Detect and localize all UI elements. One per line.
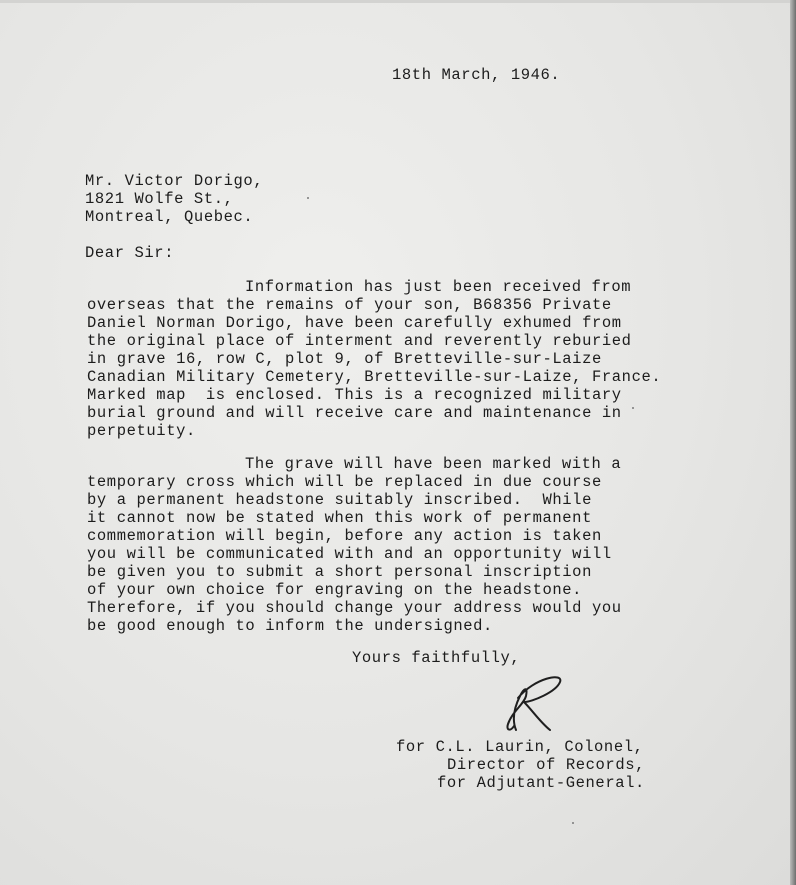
paragraph2-line: Therefore, if you should change your address would you — [87, 599, 622, 617]
paragraph2-line: you will be communicated with and an opportunity will — [87, 545, 612, 563]
recipient-city: Montreal, Quebec. — [85, 208, 254, 226]
paper-speck — [307, 197, 309, 199]
paragraph1-line: Marked map is enclosed. This is a recognized military — [87, 386, 622, 404]
paragraph2-line: The grave will have been marked with a — [245, 455, 622, 473]
paragraph2-line: be given you to submit a short personal inscription — [87, 563, 592, 581]
paper-speck — [572, 822, 574, 824]
paragraph2-line: temporary cross which will be replaced in due course — [87, 473, 602, 491]
recipient-name: Mr. Victor Dorigo, — [85, 172, 264, 190]
paragraph1-line: Information has just been received from — [245, 278, 632, 296]
paragraph2-line: of your own choice for engraving on the headstone. — [87, 581, 583, 599]
salutation: Dear Sir: — [85, 244, 175, 262]
paragraph2-line: commemoration will begin, before any action is taken — [87, 527, 602, 545]
paragraph2-line: be good enough to inform the undersigned. — [87, 617, 493, 635]
paragraph1-line: Canadian Military Cemetery, Bretteville-sur-Laize, France. — [87, 368, 662, 386]
paragraph1-line: perpetuity. — [87, 422, 196, 440]
paragraph2-line: by a permanent headstone suitably inscribed. While — [87, 491, 592, 509]
paper-top-edge — [0, 0, 796, 3]
paragraph1-line: in grave 16, row C, plot 9, of Bretteville-sur-Laize — [87, 350, 602, 368]
signatory-on-behalf: for Adjutant-General. — [437, 774, 645, 792]
paper-speck — [632, 407, 634, 409]
paragraph2-line: it cannot now be stated when this work of permanent — [87, 509, 592, 527]
paragraph1-line: Daniel Norman Dorigo, have been carefully exhumed from — [87, 314, 622, 332]
signatory-name: for C.L. Laurin, Colonel, — [396, 738, 644, 756]
paragraph1-line: overseas that the remains of your son, B68356 Private — [87, 296, 612, 314]
handwritten-signature — [488, 672, 568, 736]
closing: Yours faithfully, — [352, 649, 521, 667]
letter-date: 18th March, 1946. — [392, 66, 561, 84]
recipient-street: 1821 Wolfe St., — [85, 190, 234, 208]
paragraph1-line: the original place of interment and reverently reburied — [87, 332, 632, 350]
paper-right-edge — [790, 0, 796, 885]
paragraph1-line: burial ground and will receive care and maintenance in — [87, 404, 622, 422]
signatory-title: Director of Records, — [447, 756, 646, 774]
